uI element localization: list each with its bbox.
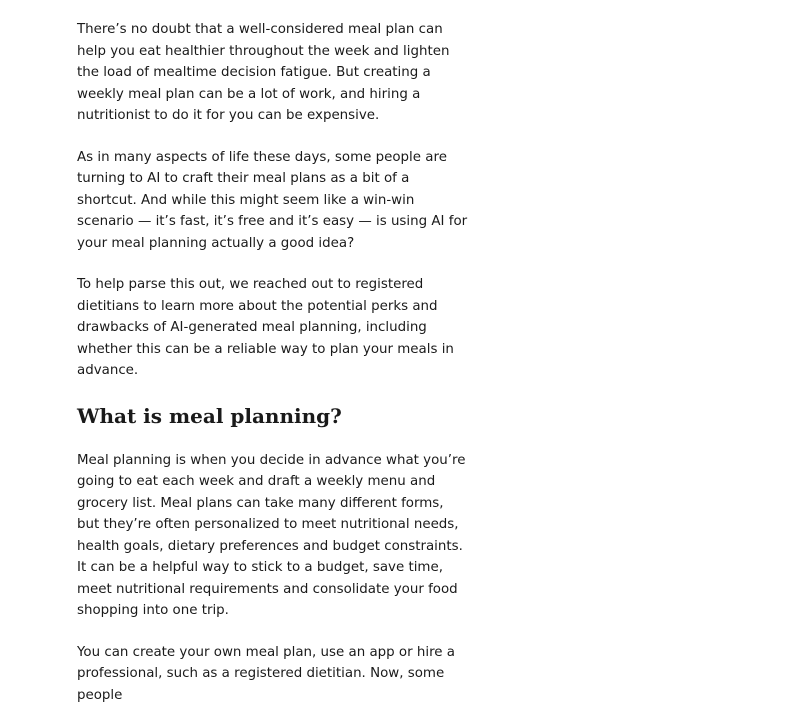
intro-paragraph-2: As in many aspects of life these days, some people are turning to AI to craft their meal plans as a bit of a shortcut. And while this might seem like a win-win scenario — it’s fast, it’s free and it’s easy — is using AI for your meal planning actually a good idea?	[77, 149, 468, 251]
section-paragraph-2: You can create your own meal plan, use an app or hire a professional, such as a registered dietitian. Now, some people	[77, 644, 455, 703]
intro-paragraph-3: To help parse this out, we reached out to registered dietitians to learn more about the potential perks and drawbacks of AI-generated meal planning, including whether this can be a reliable way to plan your meals in advance.	[77, 277, 454, 378]
intro-paragraph-1: There’s no doubt that a well-considered meal plan can help you eat healthier throughout the week and lighten the load of mealtime decision fatigue. But creating a weekly meal plan can be a lot of work, and hiring a nutritionist to do it for you can be expensive.	[77, 22, 450, 123]
section-paragraph-1: Meal planning is when you decide in advance what you’re going to eat each week and draft a weekly menu and grocery list. Meal plans can take many different forms, but they’re often personalized to meet nutritional needs, health goals, dietary preferences and budget constraints. It can be a helpful way to stick to a budget, save time, meet nutritional requirements and consolidate your food shopping into one trip.	[77, 452, 466, 618]
section-heading: What is meal planning?	[77, 403, 342, 428]
article-body	[77, 19, 469, 726]
